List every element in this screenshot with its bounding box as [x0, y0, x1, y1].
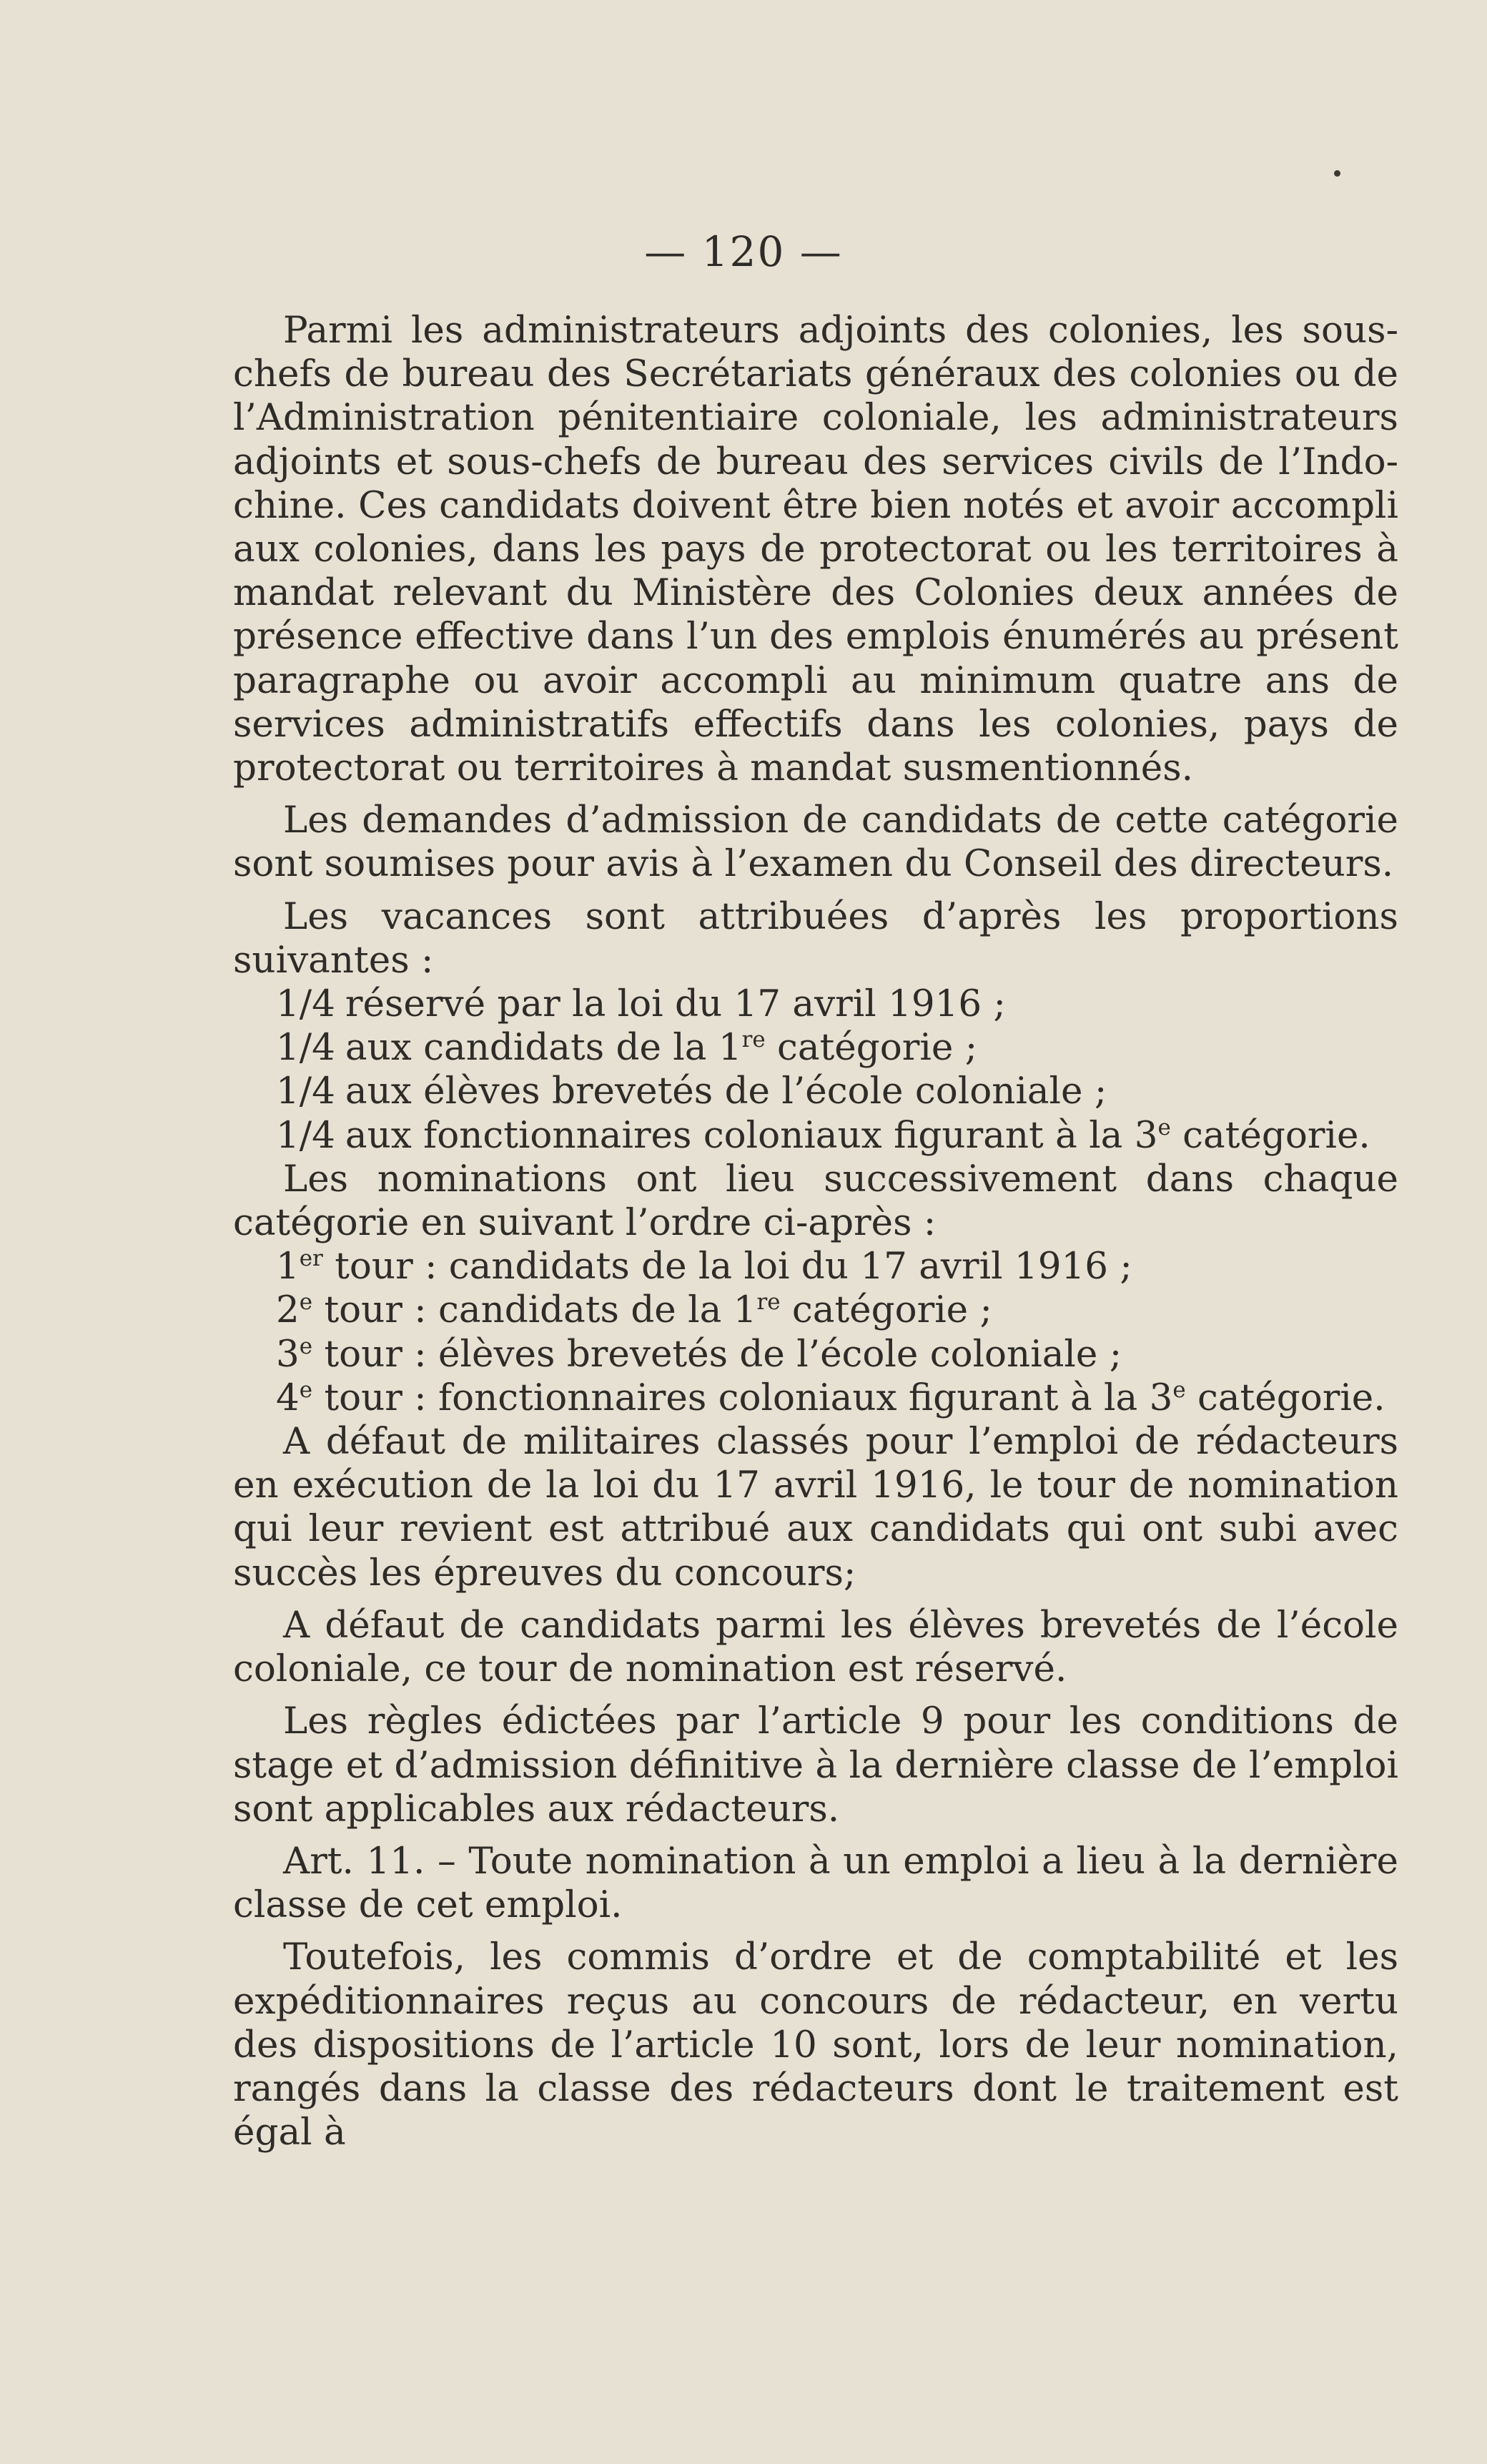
proportion-item: 1/4 aux élèves brevetés de l’école coloniale ; [276, 1070, 1107, 1113]
body-text [233, 309, 1398, 2154]
paragraph-admission-requests: Les demandes d’admission de candidats de cette catégorie sont soumises pour avis à l’examen du Conseil des directeurs. [233, 799, 1398, 886]
paragraph-eligibility: Parmi les administrateurs adjoints des colonies, les sous-chefs de bureau des Secrétariats généraux des colonies ou de l’Administration pénitentiaire coloniale, les administrateurs adjoints et sous-chefs de bureau des services civils de l’Indo-chine. Ces candidats doivent être bien notés et avoir accompli aux colonies, dans les pays de protectorat ou les territoires à mandat relevant du Ministère des Colonies deux années de présence effective dans l’un des emplois énumérés au présent paragraphe ou avoir accompli au minimum quatre ans de services administratifs effectifs dans les colonies, pays de protectorat ou territoires à mandat susmentionnés. [233, 309, 1398, 790]
tour-item: 3e tour : élèves brevetés de l’école coloniale ; [276, 1332, 1122, 1376]
paragraph-rules: Les règles édictées par l’article 9 pour les conditions de stage et d’admission définitive à la dernière classe de l’emploi sont applicables aux rédacteurs. [233, 1700, 1398, 1830]
paragraph-military-default: A défaut de militaires classés pour l’emploi de rédacteurs en exécution de la loi du 17 avril 1916, le tour de nomination qui leur revient est attribué aux candidats qui ont subi avec succès les épreuves du concours; [233, 1420, 1398, 1595]
speck-dot [1334, 170, 1340, 177]
tour-item: 4e tour : fonctionnaires coloniaux figurant à la 3e catégorie. [276, 1376, 1385, 1419]
proportion-item: 1/4 aux candidats de la 1re catégorie ; [276, 1026, 978, 1070]
tours-list [233, 1245, 1398, 1420]
paragraph-nominations: Les nominations ont lieu successivement dans chaque catégorie en suivant l’ordre ci-après : [233, 1157, 1398, 1245]
paragraph-article-11: Art. 11. – Toute nomination à un emploi a lieu à la dernière classe de cet emploi. [233, 1839, 1398, 1927]
proportion-item: 1/4 aux fonctionnaires coloniaux figurant à la 3e catégorie. [276, 1113, 1370, 1157]
proportion-label: 1/4 [276, 982, 335, 1026]
proportion-label: 1/4 [276, 1070, 335, 1113]
tour-item: 1er tour : candidats de la loi du 17 avril 1916 ; [276, 1245, 1132, 1288]
proportion-label: 1/4 [276, 1113, 335, 1157]
proportions-list [233, 982, 1398, 1158]
paragraph-vacancies: Les vacances sont attribuées d’après les proportions suivantes : [233, 895, 1398, 982]
page-number: — 120 — [644, 227, 843, 276]
paragraph-school-default: A défaut de candidats parmi les élèves brevetés de l’école coloniale, ce tour de nomination est réservé. [233, 1603, 1398, 1691]
proportion-label: 1/4 [276, 1026, 335, 1070]
paragraph-toutefois: Toutefois, les commis d’ordre et de comptabilité et les expéditionnaires reçus au concours de rédacteur, en vertu des dispositions de l’article 10 sont, lors de leur nomination, rangés dans la classe des rédacteurs dont le traitement est égal à [233, 1936, 1398, 2154]
proportion-item: 1/4 réservé par la loi du 17 avril 1916 ; [276, 982, 1006, 1026]
tour-item: 2e tour : candidats de la 1re catégorie ; [276, 1288, 992, 1332]
